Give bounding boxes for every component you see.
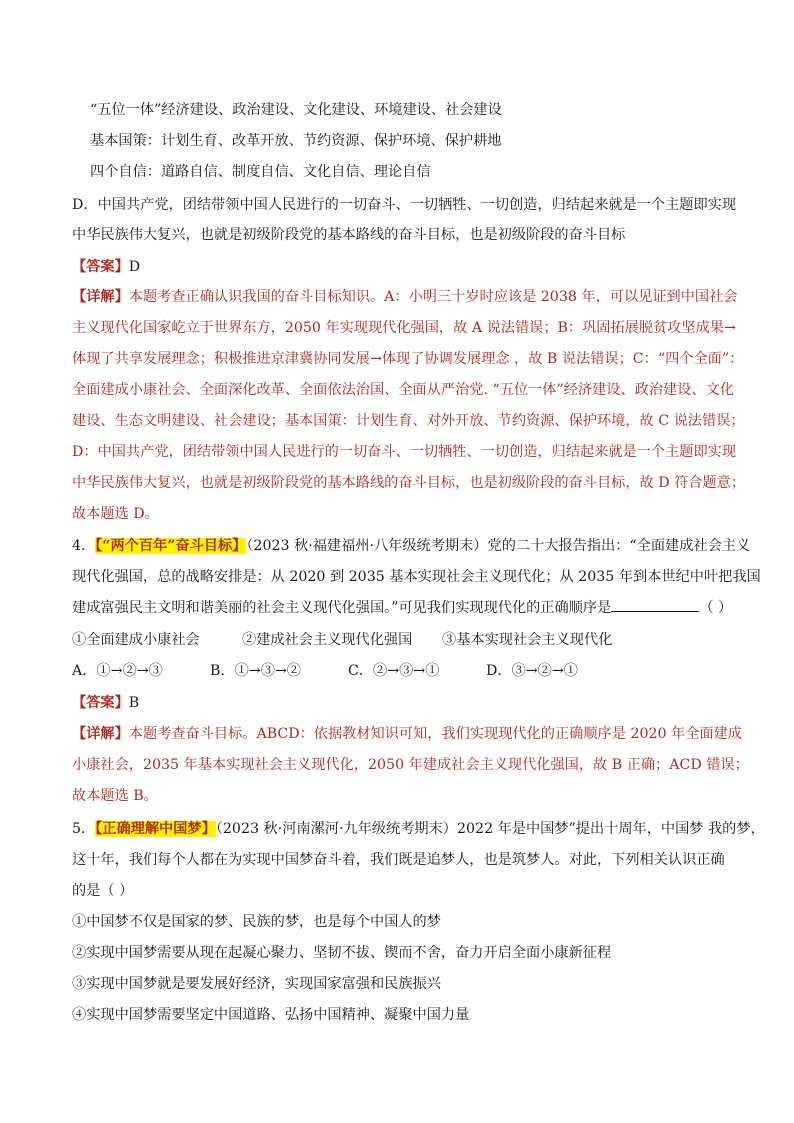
q4-item: ③基本实现社会主义现代化	[442, 632, 613, 648]
q4-detail-line: 故本题选 B。	[72, 788, 158, 804]
q4-item: ②建成社会主义现代化强国	[242, 632, 413, 648]
q4-source: （2023 秋·福建福州·八年级统考期末）	[246, 538, 488, 554]
q3-answer-tag: 【答案】	[72, 259, 129, 275]
option-d-line-2: 中华民族伟大复兴，也就是初级阶段党的基本路线的奋斗目标，也是初级阶段的奋斗目标	[72, 227, 626, 243]
q4-answer-value: B	[128, 695, 140, 711]
q3-detail-text: 本题考查正确认识我国的奋斗目标知识。A：小明三十岁时应该是 2038 年，可以见证到中国社会	[128, 289, 738, 305]
option-d-line-1: D．中国共产党，团结带领中国人民进行的一切奋斗、一切牺牲、一切创造，归结起来就是一个主题即实现	[72, 197, 737, 213]
q4-paren: （ ）	[699, 600, 733, 616]
option-c-line-four-confidences: 四个自信：道路自信、制度自信、文化自信、理论自信	[90, 164, 431, 180]
q5-stem-line-2: 这十年，我们每个人都在为实现中国梦奋斗着，我们既是追梦人，也是筑梦人。对此，下列相关认识正确	[72, 852, 725, 868]
q4-detail-text: 本题考查奋斗目标。ABCD：依据教材知识可知，我们实现现代化的正确顺序是 2020 年全面建成	[128, 726, 742, 742]
q3-answer	[72, 256, 727, 278]
q4-answer-blank	[611, 597, 699, 612]
q5-item: ①中国梦不仅是国家的梦、民族的梦，也是每个中国人的梦	[72, 914, 441, 930]
q5-topic-tag: 【正确理解中国梦】	[95, 821, 216, 837]
q3-answer-value: D	[128, 259, 141, 275]
q4-stem-line-1	[72, 535, 751, 557]
q5-stem-text: 2022 年是中国梦”提出十周年，中国梦 我的梦，	[456, 821, 765, 837]
q5-number: 5．	[72, 821, 96, 837]
q4-option-d: D．③→②→①	[486, 663, 578, 679]
q4-detail-tag: 【详解】	[72, 726, 129, 742]
q4-answer-tag: 【答案】	[72, 695, 129, 711]
q4-stem-line-3	[72, 597, 733, 619]
q4-number: 4．	[72, 538, 96, 554]
q3-detail-line: 全面建成小康社会、全面深化改革、全面依法治国、全面从严治党. “五位一体”经济建设、政治建设、文化	[72, 382, 734, 398]
q5-item: ②实现中国梦需要从现在起凝心聚力、坚韧不拔、锲而不舍，奋力开启全面小康新征程	[72, 945, 612, 961]
q3-detail-line: 主义现代化国家屹立于世界东方，2050 年实现现代化强国，故 A 说法错误；B：巩固拓展脱贫攻坚成果→	[72, 320, 736, 336]
q3-detail-line: 建设、生态文明建设、社会建设；基本国策：计划生育、对外开放、节约资源、保护环境，故 C 说法错误；	[72, 413, 745, 429]
q5-source: （2023 秋·河南漯河·九年级统考期末）	[215, 821, 457, 837]
q4-items-line	[72, 629, 727, 651]
q4-topic-tag: 【“两个百年”奋斗目标】	[95, 538, 247, 554]
q5-stem-line-1	[72, 818, 765, 840]
q4-options-line	[72, 660, 727, 682]
q4-stem-text: 党的二十大报告指出：“全面建成社会主义	[487, 538, 751, 554]
q3-detail-line: D：中国共产党，团结带领中国人民进行的一切奋斗、一切牺牲、一切创造，归结起来就是一个主题即实现	[72, 444, 737, 460]
q4-answer	[72, 692, 727, 714]
q4-option-b: B．①→③→②	[210, 663, 301, 679]
q3-detail-tag: 【详解】	[72, 289, 129, 305]
q5-stem-line-3: 的是（ ）	[72, 883, 134, 899]
q3-detail-line: 体现了共享发展理念；积极推进京津冀协同发展→体现了协调发展理念 ，故 B 说法错误；C：“四个全面”：	[72, 351, 744, 367]
q3-detail-line	[72, 286, 738, 308]
q5-item: ③实现中国梦就是要发展好经济，实现国家富强和民族振兴	[72, 976, 441, 992]
option-c-line-five-in-one: “五位一体”经济建设、政治建设、文化建设、环境建设、社会建设	[90, 102, 502, 118]
q4-item: ①全面建成小康社会	[72, 632, 200, 648]
q4-detail-line	[72, 723, 742, 745]
q4-option-a: A．①→②→③	[72, 663, 163, 679]
q4-stem-text: 建成富强民主文明和谐美丽的社会主义现代化强国。”可见我们实现现代化的正确顺序是	[72, 600, 612, 616]
q4-option-c: C．②→③→①	[348, 663, 440, 679]
q4-detail-line: 小康社会，2035 年基本实现社会主义现代化，2050 年建成社会主义现代化强国，故 B 正确；ACD 错误；	[72, 757, 749, 773]
q3-detail-line: 故本题选 D。	[72, 506, 159, 522]
q4-stem-line-2: 现代化强国，总的战略安排是：从 2020 到 2035 基本实现社会主义现代化；从 2035 年到本世纪中叶把我国	[72, 569, 761, 585]
q5-item: ④实现中国梦需要坚定中国道路、弘扬中国精神、凝聚中国力量	[72, 1007, 470, 1023]
option-c-line-basic-policy: 基本国策：计划生育、改革开放、节约资源、保护环境、保护耕地	[90, 133, 502, 149]
q3-detail-line: 中华民族伟大复兴，也就是初级阶段党的基本路线的奋斗目标，也是初级阶段的奋斗目标，故 D 符合题意；	[72, 475, 746, 491]
